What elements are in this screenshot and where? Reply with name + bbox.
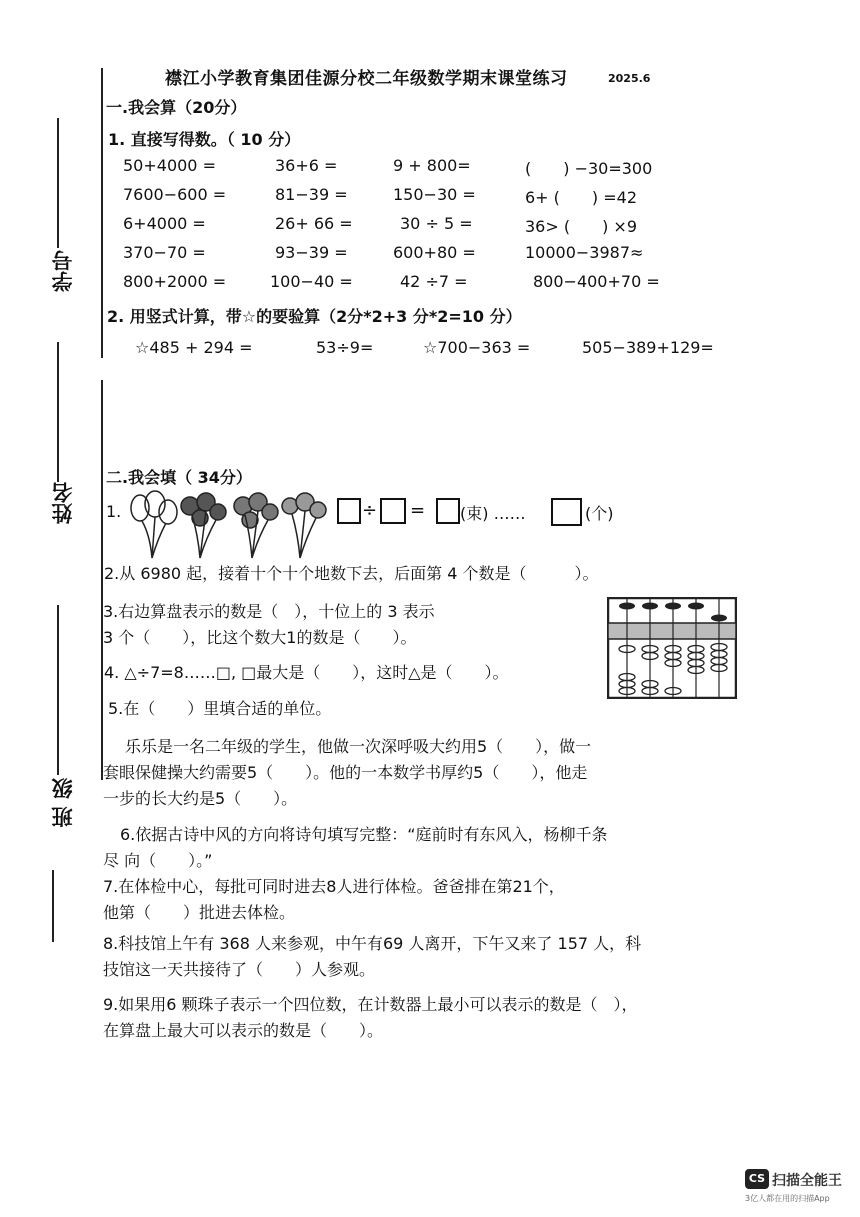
section2-heading: 二.我会填（ 34分） — [106, 468, 252, 487]
q1-title: 1. 直接写得数。（ 10 分） — [108, 130, 301, 149]
calc-item: 7600−600 = — [123, 185, 227, 204]
student-id-label: 学号 — [51, 250, 75, 292]
question-8-line: 技馆这一天共接待了（ ）人参观。 — [103, 960, 376, 979]
vertical-calc-item: 505−389+129= — [582, 338, 714, 357]
question-9-line: 在算盘上最大可以表示的数是（ ）。 — [103, 1021, 384, 1040]
calc-item: 10000−3987≈ — [525, 243, 644, 262]
vertical-calc-item: 53÷9= — [316, 338, 374, 357]
answer-box[interactable] — [551, 498, 582, 526]
question-2: 2.从 6980 起，接着十个十个地数下去，后面第 4 个数是（ ）。 — [104, 564, 599, 583]
binding-line-bottom — [101, 380, 103, 780]
class-line — [57, 605, 59, 775]
calc-item: 42 ÷7 = — [400, 272, 468, 291]
exam-date: 2025.6 — [608, 72, 651, 85]
balloon-bunches-icon — [128, 490, 333, 560]
answer-box[interactable] — [337, 498, 361, 524]
question-6-line: 6.依据古诗中风的方向将诗句填写完整：“庭前时有东风入，杨柳千条 — [120, 825, 608, 844]
calc-item: 81−39 = — [275, 185, 348, 204]
question-5-line: 一步的长大约是5（ ）。 — [103, 789, 298, 808]
calc-item: 26+ 66 = — [275, 214, 353, 233]
calc-item: 6+ ( ) =42 — [525, 188, 638, 207]
answer-box[interactable] — [436, 498, 460, 524]
question-4: 4. △÷7=8……□, □最大是（ ），这时△是（ ）。 — [104, 663, 509, 682]
piece-unit: (个) — [585, 504, 614, 523]
section1-heading: 一.我会算（20分） — [106, 98, 247, 117]
calc-item: 370−70 = — [123, 243, 206, 262]
calc-item: ( ) −30=300 — [525, 159, 653, 178]
calc-item: 6+4000 = — [123, 214, 206, 233]
question-5-line: 套眼保健操大约需要5（ ）。他的一本数学书厚约5（ ），他走 — [103, 763, 588, 782]
vertical-calc-item: ☆700−363 = — [423, 338, 531, 357]
q2-title: 2. 用竖式计算，带☆的要验算（2分*2+3 分*2=10 分） — [107, 307, 522, 326]
name-label: 姓名 — [51, 482, 75, 524]
q-number: 1. — [106, 502, 122, 521]
question-5-title: 5.在（ ）里填合适的单位。 — [108, 699, 332, 718]
vertical-calc-item: ☆485 + 294 = — [135, 338, 253, 357]
calc-item: 600+80 = — [393, 243, 476, 262]
calc-item: 100−40 = — [270, 272, 353, 291]
calc-item: 800−400+70 = — [533, 272, 660, 291]
calc-item: 50+4000 = — [123, 156, 216, 175]
question-3-line2: 3 个（ ），比这个数大1的数是（ ）。 — [103, 628, 417, 647]
calc-item: 150−30 = — [393, 185, 476, 204]
question-8-line: 8.科技馆上午有 368 人来参观，中午有69 人离开，下午又来了 157 人，科 — [103, 934, 642, 953]
page-title: 襟江小学教育集团佳源分校二年级数学期末课堂练习 — [165, 69, 568, 89]
calc-item: 36> ( ) ×9 — [525, 217, 638, 236]
margin-line-extra — [52, 870, 54, 942]
abacus-icon — [607, 597, 737, 699]
equals-sign: = — [410, 500, 426, 521]
scanner-app-name: 扫描全能王 — [772, 1173, 842, 1189]
answer-box[interactable] — [380, 498, 406, 524]
bunch-unit: (束) …… — [460, 504, 526, 523]
calc-item: 800+2000 = — [123, 272, 227, 291]
question-9-line: 9.如果用6 颗珠子表示一个四位数，在计数器上最小可以表示的数是（ ）， — [103, 995, 638, 1014]
question-7-line: 7.在体检中心，每批可同时进去8人进行体检。爸爸排在第21个， — [103, 877, 565, 896]
divide-sign: ÷ — [362, 500, 378, 521]
scanner-tagline: 3亿人都在用的扫描App — [745, 1194, 830, 1203]
question-3-line1: 3.右边算盘表示的数是（ ），十位上的 3 表示 — [103, 602, 435, 621]
binding-line-top — [101, 68, 103, 358]
question-7-line: 他第（ ）批进去体检。 — [103, 903, 296, 922]
calc-item: 9 + 800= — [393, 156, 471, 175]
calc-item: 93−39 = — [275, 243, 348, 262]
scanner-logo-icon: CS — [745, 1169, 769, 1189]
question-5-line: 乐乐是一名二年级的学生，他做一次深呼吸大约用5（ ），做一 — [125, 737, 592, 756]
calc-item: 36+6 = — [275, 156, 338, 175]
class-label: 班 级 — [51, 778, 75, 828]
question-6-line: 尽 向（ ）。” — [103, 851, 213, 870]
name-line — [57, 342, 59, 482]
calc-item: 30 ÷ 5 = — [400, 214, 473, 233]
student-id-line — [57, 118, 59, 248]
